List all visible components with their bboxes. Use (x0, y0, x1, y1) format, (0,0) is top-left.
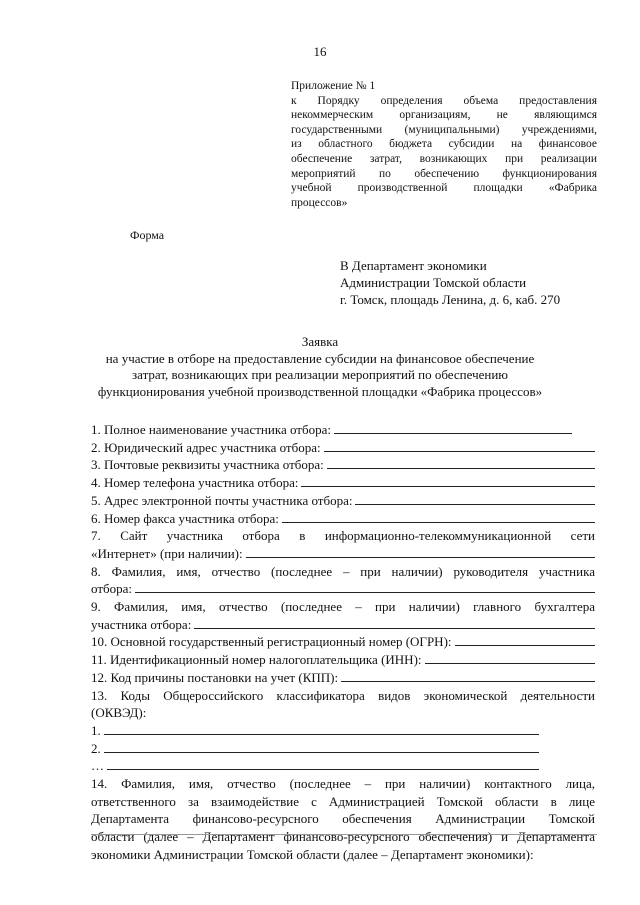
blank-line[interactable] (341, 669, 595, 682)
addressee-line: г. Томск, площадь Ленина, д. 6, каб. 270 (340, 292, 561, 307)
appendix-block (291, 79, 597, 210)
field-accountant-label: 9. Фамилия, имя, отчество (последнее – при наличии) главного бухгалтера (91, 599, 595, 615)
field-label: 2. (91, 740, 101, 756)
field-okved-2 (91, 740, 539, 758)
blank-line[interactable] (194, 616, 595, 629)
field-ogrn (91, 633, 595, 651)
appendix-line: некоммерческим организациям, не являющимся (291, 109, 597, 122)
field-label: 11. Идентификационный номер налогоплательщика (ИНН): (91, 652, 422, 668)
field-label: 1. Полное наименование участника отбора: (91, 422, 331, 437)
addressee-block (340, 257, 560, 308)
field-label: «Интернет» (при наличии): (91, 545, 243, 561)
appendix-line: процессов» (291, 196, 348, 209)
blank-line[interactable] (455, 633, 595, 646)
field-label: 3. Почтовые реквизиты участника отбора: (91, 457, 324, 473)
blank-line[interactable] (104, 722, 539, 735)
field-label: отбора: (91, 581, 133, 597)
title-heading: Заявка (301, 334, 339, 349)
blank-line[interactable] (135, 580, 595, 593)
blank-line[interactable] (301, 474, 595, 487)
forma-label: Форма (130, 228, 165, 242)
field-label: 10. Основной государственный регистрационный номер (ОГРН): (91, 634, 452, 650)
field-contact-label: области (далее – Департамент финансово-ресурсного обеспечения) и Департамента (91, 829, 595, 845)
field-inn (91, 651, 595, 669)
field-website (91, 545, 595, 563)
field-label: 4. Номер телефона участника отбора: (91, 475, 299, 491)
field-kpp (91, 669, 595, 687)
blank-line[interactable] (355, 492, 595, 505)
blank-line[interactable] (327, 456, 595, 469)
title-line: затрат, возникающих при реализации мероприятий по обеспечению (132, 367, 508, 382)
field-full-name (91, 421, 595, 439)
blank-line[interactable] (324, 439, 595, 452)
field-contact-label: ответственного за взаимодействие с Администрацией Томской области в лице (91, 793, 595, 809)
blank-line[interactable] (282, 510, 595, 523)
title-line: на участие в отборе на предоставление субсидии на финансовое обеспечение (105, 350, 535, 366)
field-okved-label-cont: (ОКВЭД): (91, 705, 147, 721)
appendix-line: из областного бюджета субсидии на финансовое (291, 138, 597, 151)
field-label: 6. Номер факса участника отбора: (91, 510, 279, 526)
addressee-line: Администрации Томской области (340, 275, 527, 290)
blank-line[interactable] (425, 651, 595, 664)
appendix-line: обеспечение затрат, возникающих при реализации (291, 152, 597, 165)
field-label: 1. (91, 722, 101, 738)
title-line: функционирования учебной производственной площадки «Фабрика процессов» (97, 383, 543, 399)
field-director-label: 8. Фамилия, имя, отчество (последнее – при наличии) руководителя участника (91, 563, 595, 579)
field-okved-label: 13. Коды Общероссийского классификатора видов экономической деятельности (91, 687, 595, 703)
field-accountant (91, 616, 595, 634)
page-number: 16 (313, 44, 327, 59)
field-okved-1 (91, 722, 539, 740)
field-label: 2. Юридический адрес участника отбора: (91, 439, 321, 455)
field-phone (91, 474, 595, 492)
footer-rule (91, 834, 597, 835)
field-label: участника отбора: (91, 616, 192, 632)
appendix-line: мероприятий по обеспечению функционирования (291, 167, 597, 180)
field-label: 5. Адрес электронной почты участника отбора: (91, 492, 353, 508)
appendix-line: к Порядку определения объема предоставления (291, 94, 597, 107)
field-contact-label: Департамента финансово-ресурсного обеспечения Администрации Томской (91, 811, 595, 827)
field-email (91, 492, 595, 510)
field-fax (91, 510, 595, 528)
blank-line[interactable] (334, 421, 572, 434)
field-label: 12. Код причины постановки на учет (КПП): (91, 669, 339, 685)
blank-line[interactable] (246, 545, 595, 558)
field-postal-details (91, 456, 595, 474)
field-contact-label: экономики Администрации Томской области (далее – Департамент экономики): (91, 846, 534, 862)
field-okved-more (91, 757, 539, 775)
blank-line[interactable] (104, 740, 539, 753)
blank-line[interactable] (107, 757, 539, 770)
field-contact-label: 14. Фамилия, имя, отчество (последнее – при наличии) контактного лица, (91, 776, 595, 792)
application-title (0, 334, 640, 400)
addressee-line: В Департамент экономики (340, 258, 487, 273)
field-website-label: 7. Сайт участника отбора в информационно-телекоммуникационной сети (91, 528, 595, 544)
appendix-line: государственными (муниципальными) учреждениями, (291, 123, 597, 136)
application-form (91, 421, 595, 864)
field-legal-address (91, 439, 595, 457)
field-label: … (91, 758, 104, 774)
field-director (91, 580, 595, 598)
appendix-line: учебной производственной площадки «Фабрика (291, 182, 597, 195)
appendix-title: Приложение № 1 (291, 80, 376, 92)
